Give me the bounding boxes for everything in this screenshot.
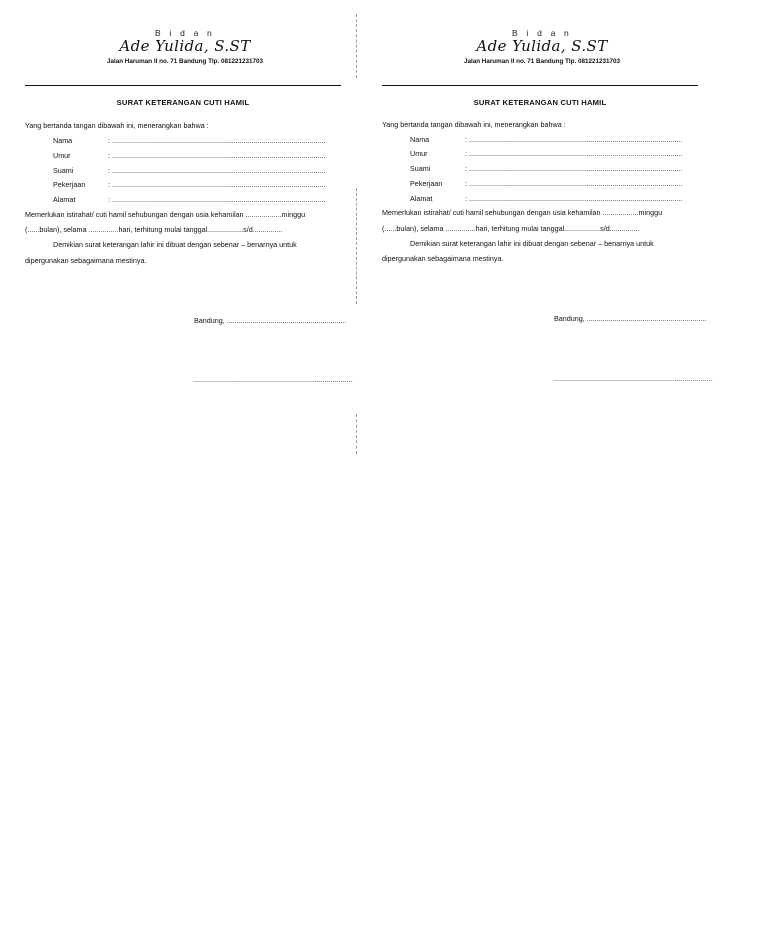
field-value-alamat[interactable]: : ........................................................................................................... [465, 194, 683, 203]
field-label-suami: Suami [53, 166, 74, 175]
body-line-1: Memerlukan istirahat/ cuti hamil sehubungan dengan usia kehamilan ..................minggu [25, 210, 306, 219]
header-role: B i d a n [155, 28, 215, 38]
signature-line: ................................................................................ [193, 375, 353, 384]
field-label-suami: Suami [410, 164, 431, 173]
letter-title: SURAT KETERANGAN CUTI HAMIL [473, 98, 607, 107]
field-value-nama[interactable]: : ........................................................................................................... [465, 135, 683, 144]
intro-text: Yang bertanda tangan dibawah ini, menerangkan bahwa : [25, 121, 209, 130]
header-rule [382, 85, 698, 86]
field-value-alamat[interactable]: : ........................................................................................................... [108, 195, 326, 204]
header-rule [25, 85, 341, 86]
field-label-nama: Nama [410, 135, 430, 144]
field-label-alamat: Alamat [410, 194, 433, 203]
header-address: Jalan Haruman II no. 71 Bandung Tlp. 081221231703 [106, 58, 264, 65]
place-date: Bandung, ............................................................ [194, 316, 347, 325]
closing-line-1: Demikian surat keterangan lahir ini dibuat dengan sebenar – benarnya untuk [410, 239, 654, 248]
header-name: Ade Yulida, S.ST [119, 37, 251, 55]
intro-text: Yang bertanda tangan dibawah ini, menerangkan bahwa : [382, 120, 566, 129]
field-label-pekerjaan: Pekerjaan [410, 179, 443, 188]
closing-line-1: Demikian surat keterangan lahir ini dibuat dengan sebenar – benarnya untuk [53, 240, 297, 249]
signature-line: ................................................................................ [553, 374, 713, 383]
body-line-1: Memerlukan istirahat/ cuti hamil sehubungan dengan usia kehamilan ..................minggu [382, 208, 663, 217]
closing-line-2: dipergunakan sebagaimana mestinya. [25, 256, 147, 265]
cut-line-bottom [356, 414, 357, 454]
letter-title: SURAT KETERANGAN CUTI HAMIL [116, 98, 250, 107]
field-value-suami[interactable]: : ........................................................................................................... [108, 166, 326, 175]
field-label-pekerjaan: Pekerjaan [53, 180, 86, 189]
field-value-nama[interactable]: : ........................................................................................................... [108, 136, 326, 145]
field-label-umur: Umur [53, 151, 71, 160]
field-value-pekerjaan[interactable]: : ........................................................................................................... [108, 180, 326, 189]
field-value-suami[interactable]: : ........................................................................................................... [465, 164, 683, 173]
cut-line-top [356, 14, 357, 78]
body-line-2: (......bulan), selama ...............hari, terhitung mulai tanggal..................s/d............... [382, 224, 640, 233]
field-value-umur[interactable]: : ........................................................................................................... [108, 151, 326, 160]
header-role: B i d a n [512, 28, 572, 38]
letter-right [382, 0, 713, 400]
field-value-pekerjaan[interactable]: : ........................................................................................................... [465, 179, 683, 188]
letter-left [25, 0, 353, 400]
body-line-2: (......bulan), selama ...............hari, terhitung mulai tanggal..................s/d............... [25, 225, 283, 234]
field-value-umur[interactable]: : ........................................................................................................... [465, 149, 683, 158]
field-label-umur: Umur [410, 149, 428, 158]
header-name: Ade Yulida, S.ST [476, 37, 608, 55]
closing-line-2: dipergunakan sebagaimana mestinya. [382, 254, 504, 263]
place-date: Bandung, ............................................................ [554, 314, 707, 323]
cut-line-middle [356, 188, 357, 304]
field-label-alamat: Alamat [53, 195, 76, 204]
header-address: Jalan Haruman II no. 71 Bandung Tlp. 081221231703 [463, 58, 621, 65]
field-label-nama: Nama [53, 136, 73, 145]
